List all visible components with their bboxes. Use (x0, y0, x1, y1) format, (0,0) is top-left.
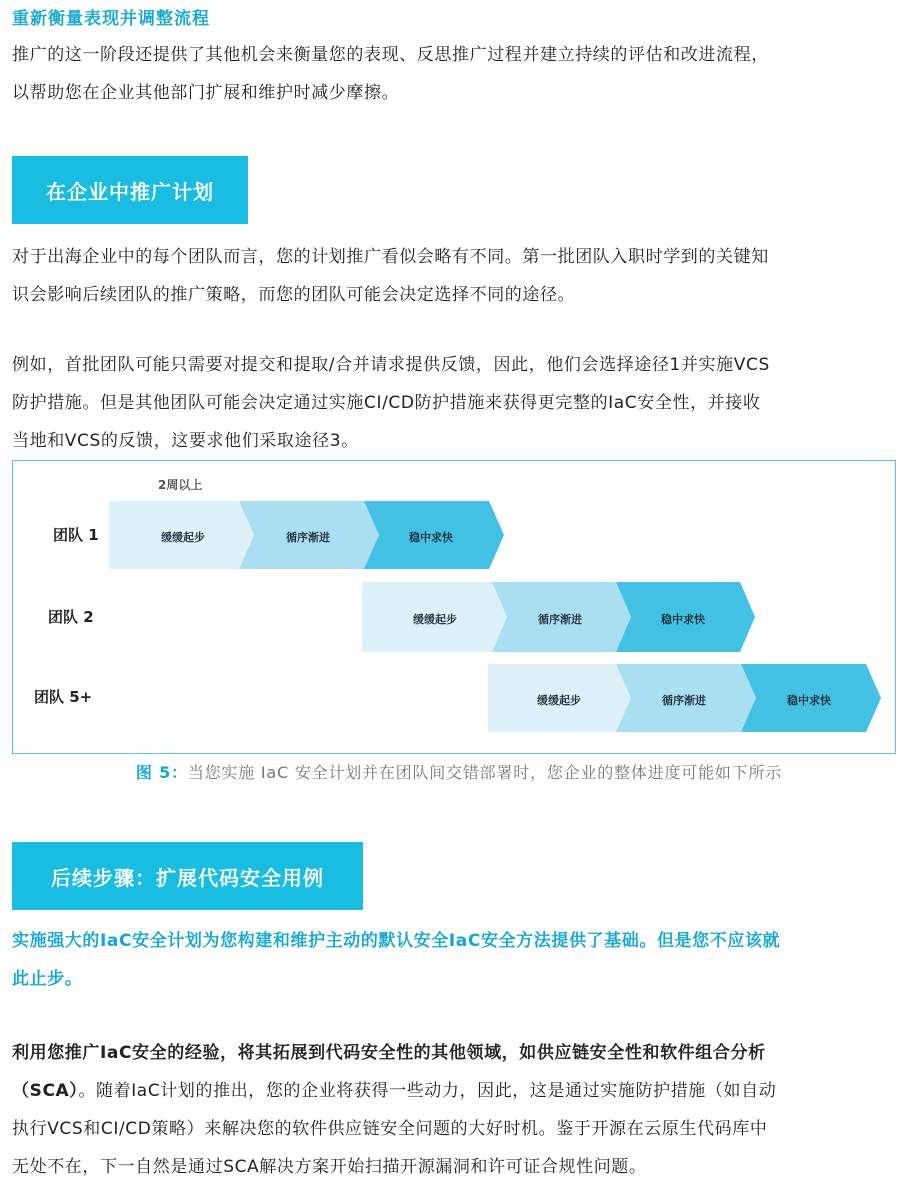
text-bold-sca: （SCA） (12, 1081, 79, 1101)
paragraph-next-steps (12, 1034, 904, 1186)
paragraph-rollout-intro (12, 238, 904, 314)
text-line: 执行VCS和CI/CD策略）来解决您的软件供应链安全问题的大好时机。鉴于开源在云原生代码库中 (12, 1119, 768, 1139)
text-line: 。随着IaC计划的推出，您的企业将获得一些动力，因此，这是通过实施防护措施（如自动 (78, 1081, 777, 1101)
text-line: 例如，首批团队可能只需要对提交和提取/合并请求提供反馈，因此，他们会选择途径1并实施VCS (12, 355, 770, 375)
paragraph-rollout-example (12, 346, 904, 460)
figure-caption (0, 760, 918, 783)
text-line: 识会影响后续团队的推广策略，而您的团队可能会决定选择不同的途径。 (12, 285, 576, 305)
phase-label: 缓缓起步 (161, 531, 205, 544)
phase-label: 稳中求快 (409, 531, 453, 544)
phase-label: 稳中求快 (787, 694, 831, 707)
text-line: 实施强大的IaC安全计划为您构建和维护主动的默认安全IaC安全方法提供了基础。但是您不应该就 (12, 931, 781, 951)
section-title-text: 在企业中推广计划 (46, 179, 214, 204)
phase-label: 循序渐进 (286, 531, 330, 544)
team-label-1: 团队 1 (53, 526, 99, 544)
phase-label: 稳中求快 (661, 613, 705, 626)
phase-label: 缓缓起步 (537, 694, 581, 707)
phase-label: 循序渐进 (538, 613, 582, 626)
text-line: 推广的这一阶段还提供了其他机会来衡量您的表现、反思推广过程并建立持续的评估和改进流程， (12, 45, 769, 65)
rollout-timeline-figure (12, 460, 896, 754)
team-label-5plus: 团队 5+ (34, 688, 93, 706)
team-label-2: 团队 2 (48, 608, 94, 626)
text-line: 对于出海企业中的每个团队而言，您的计划推广看似会略有不同。第一批团队入职时学到的关键知 (12, 247, 769, 267)
section-title-rollout (12, 156, 248, 224)
duration-label: 2周以上 (158, 478, 203, 492)
text-line: 以帮助您在企业其他部门扩展和维护时减少摩擦。 (12, 83, 400, 103)
lead-paragraph (12, 922, 904, 998)
phase-label: 缓缓起步 (413, 613, 457, 626)
section-title-text: 后续步骤：扩展代码安全用例 (51, 865, 324, 890)
phase-label: 循序渐进 (662, 694, 706, 707)
timeline-svg (13, 461, 895, 753)
section-title-next-steps (12, 842, 363, 910)
caption-prefix: 图 5： (135, 763, 188, 782)
caption-text: 当您实施 IaC 安全计划并在团队间交错部署时，您企业的整体进度可能如下所示 (187, 763, 783, 782)
text-line: 此止步。 (12, 969, 83, 989)
text-line: 无处不在，下一自然是通过SCA解决方案开始扫描开源漏洞和许可证合规性问题。 (12, 1157, 647, 1177)
section-heading-measure: 重新衡量表现并调整流程 (12, 9, 210, 29)
paragraph-measure (12, 36, 904, 112)
text-line-bold: 利用您推广IaC安全的经验，将其拓展到代码安全性的其他领域，如供应链安全性和软件组合分析 (12, 1043, 766, 1063)
text-line: 当地和VCS的反馈，这要求他们采取途径3。 (12, 431, 359, 451)
text-line: 防护措施。但是其他团队可能会决定通过实施CI/CD防护措施来获得更完整的IaC安全性，并接收 (12, 393, 761, 413)
